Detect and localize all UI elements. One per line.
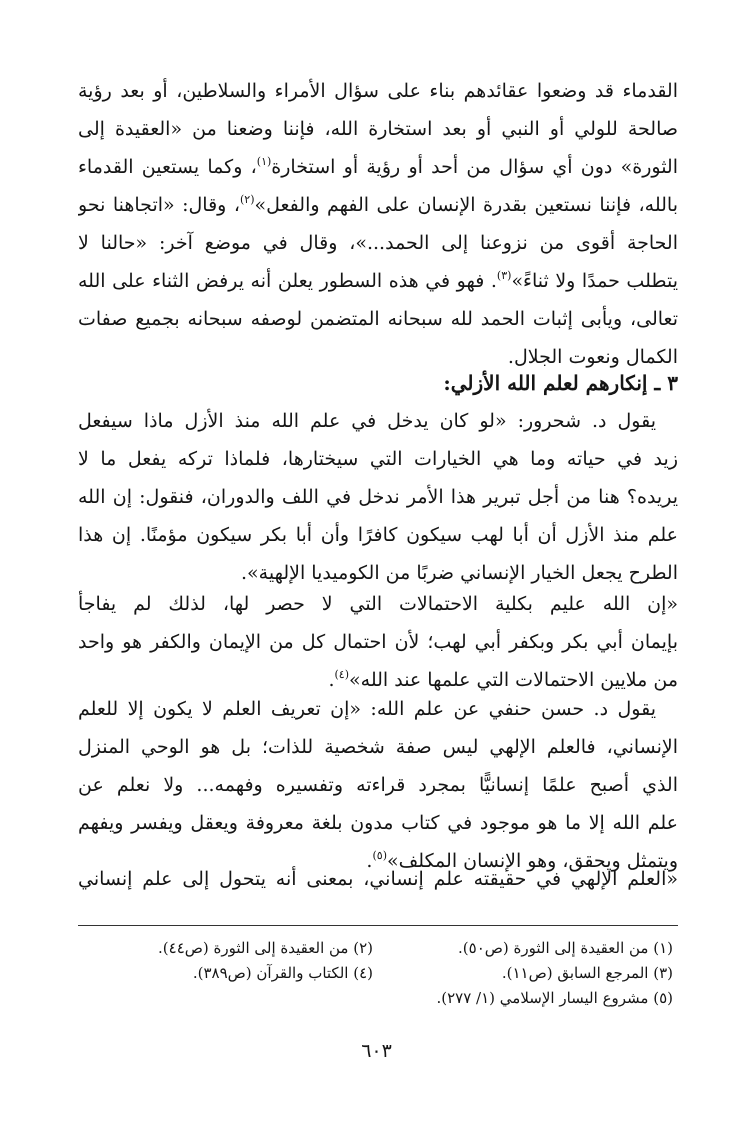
footnote-ref: (٢) — [239, 193, 255, 206]
text-line: الكمال ونعوت الجلال. — [507, 346, 678, 368]
footnote-divider — [78, 925, 678, 926]
paragraph-shahrour — [78, 402, 678, 592]
paragraph-hanafi — [78, 690, 678, 880]
text-line: بالله، فإننا نستعين بقدرة الإنسان على الفهم والفعل»$^{(٢)}$، وقال: «اتجاهنا نحو — [78, 193, 678, 216]
text-line: يتطلب حمدًا ولا ثناءً»$^{(٣)}$. فهو في هذه السطور يعلن أنه يرفض الثناء على الله — [78, 269, 678, 292]
text-line: الذي أصبح علمًا إنسانيًّا بمجرد قراءته وتفسيره وفهمه... ولا نعلم عن — [78, 774, 678, 796]
footnote-3: (٣) المرجع السابق (ص١١). — [501, 964, 673, 982]
footnote-5: (٥) مشروع اليسار الإسلامي (١/ ٢٧٧). — [436, 989, 673, 1007]
paragraph-quote-2 — [78, 860, 678, 898]
text-line: علم منذ الأزل أن أبا لهب سيكون كافرًا وأن أبا بكر سيكون مؤمنًا. إن هذا — [78, 524, 678, 546]
text-line: «إن الله عليم بكلية الاحتمالات التي لا حصر لها، لذلك لم يفاجأ — [78, 593, 678, 615]
text-line: الإنساني، فالعلم الإلهي ليس صفة شخصية للذات؛ بل هو الوحي المنزل — [78, 736, 678, 758]
text-line: زيد في حياته وما هي الخيارات التي سيختارها، فلماذا تركه يفعل ما لا — [78, 448, 678, 470]
footnote-2: (٢) من العقيدة إلى الثورة (ص٤٤). — [158, 939, 373, 957]
text-line: بإيمان أبي بكر وبكفر أبي لهب؛ لأن احتمال كل من الإيمان والكفر هو واحد — [78, 631, 678, 653]
footnote-ref: (١) — [256, 155, 272, 168]
text-line: ويتمثل ويحقق، وهو الإنسان المكلف»$^{(٥)}$. — [366, 849, 678, 872]
text-line: يقول د. حسن حنفي عن علم الله: «إن تعريف العلم لا يكون إلا للعلم — [78, 698, 656, 720]
text-line: تعالى، ويأبى إثبات الحمد لله سبحانه المتضمن لوصفه سبحانه بجميع صفات — [78, 308, 678, 330]
heading-text: ٣ ـ إنكارهم لعلم الله الأزلي: — [443, 371, 678, 395]
text-line: من ملايين الاحتمالات التي علمها عند الله»$^{(٤)}$. — [328, 668, 678, 691]
text-line: صالحة للولي أو النبي أو بعد استخارة الله، فإننا وضعنا من «العقيدة إلى — [78, 118, 678, 140]
paragraph-quote-1 — [78, 585, 678, 699]
text-line: الثورة» دون أي سؤال من أحد أو رؤية أو استخارة$^{(١)}$، وكما يستعين القدماء — [78, 155, 678, 178]
section-heading — [78, 364, 678, 402]
text-line: يريده؟ هنا من أجل تبرير هذا الأمر ندخل في اللف والدوران، فنقول: إن الله — [78, 486, 678, 508]
footnote-1: (١) من العقيدة إلى الثورة (ص٥٠). — [458, 939, 673, 957]
footnote-ref: (٥) — [372, 849, 387, 862]
paragraph-intro — [78, 72, 678, 376]
text-line: «العلم الإلهي في حقيقته علم إنساني، بمعنى أنه يتحول إلى علم إنساني — [78, 868, 678, 890]
footnote-ref: (٣) — [496, 269, 512, 282]
footnote-4: (٤) الكتاب والقرآن (ص٣٨٩). — [192, 964, 373, 982]
page-number: ٦٠٣ — [361, 1040, 392, 1062]
footnote-ref: (٤) — [334, 668, 350, 681]
text-line: الطرح يجعل الخيار الإنساني ضربًا من الكوميديا الإلهية». — [241, 562, 678, 584]
text-line: علم الله إلا ما هو موجود في كتاب مدون بلغة معروفة ويعقل ويفسر ويفهم — [78, 812, 678, 834]
text-line: القدماء قد وضعوا عقائدهم بناء على سؤال الأمراء والسلاطين، أو بعد رؤية — [78, 80, 678, 102]
text-line: يقول د. شحرور: «لو كان يدخل في علم الله منذ الأزل ماذا سيفعل — [78, 410, 656, 432]
text-line: الحاجة أقوى من نزوعنا إلى الحمد...»، وقال في موضع آخر: «حالنا لا — [78, 232, 678, 254]
